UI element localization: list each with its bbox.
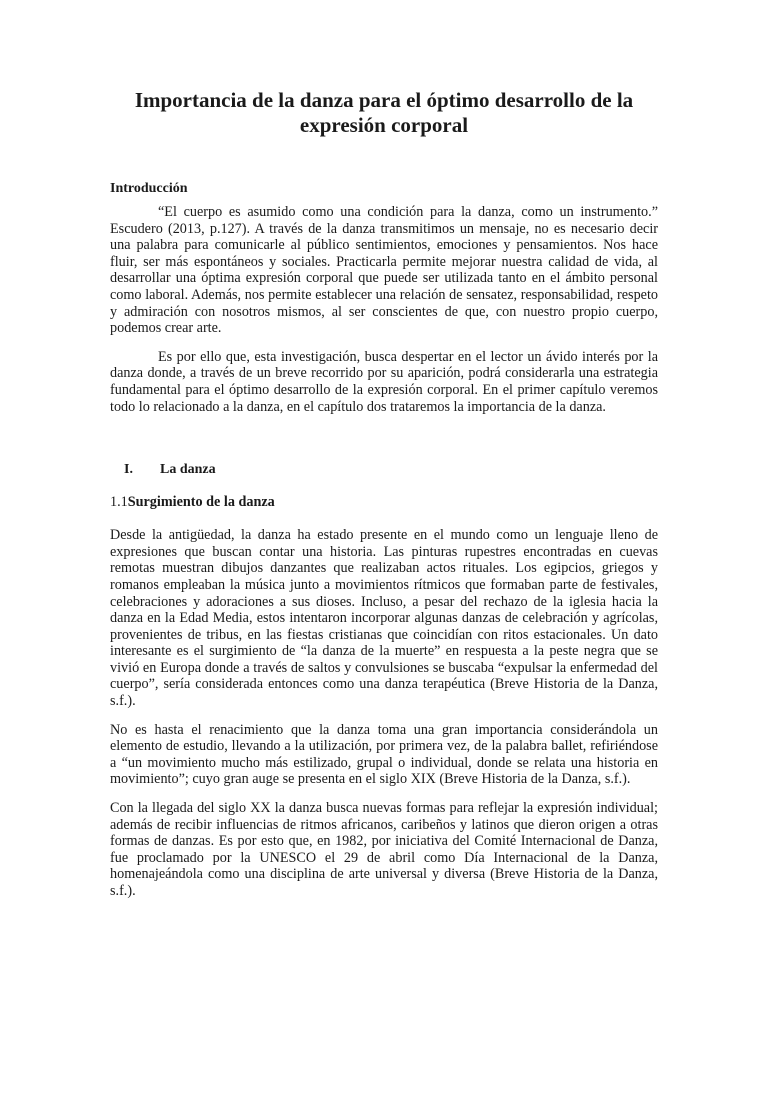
body-paragraph-1: Desde la antigüedad, la danza ha estado presente en el mundo como un lenguaje lleno de expresiones que buscan contar una historia. Las pinturas rupestres encontradas en cuevas remotas muestran dibujos danzantes que realizaban actos rituales. Los egipcios, griegos y romanos empleaban la música junto a movimientos rítmicos que formaban parte de festivales, celebraciones y adoraciones a sus dioses. Incluso, a pesar del rechazo de la iglesia hacia la danza en la Edad Media, estos intentaron incorporar algunas danzas de celebración y agrícolas, provenientes de tribus, en las fiestas cristianas que coincidían con ritos estacionales. Un dato interesante es el surgimiento de “la danza de la muerte” en respuesta a la peste negra que se vivió en Europa donde a través de saltos y convulsiones se buscaba “expulsar la enfermedad del cuerpo”, sería considerada entonces como una danza terapéutica (Breve Historia de la Danza, s.f.).: [110, 527, 658, 710]
chapter-number: I.: [124, 462, 133, 478]
intro-paragraph-2: Es por ello que, esta investigación, busca despertar en el lector un ávido interés por la danza donde, a través de un breve recorrido por su aparición, podrá considerarla una estrategia fundamental para el óptimo desarrollo de la expresión corporal. En el primer capítulo veremos todo lo relacionado a la danza, en el capítulo dos trataremos la importancia de la danza.: [110, 348, 658, 415]
body-paragraph-3: Con la llegada del siglo XX la danza busca nuevas formas para reflejar la expresión individual; además de recibir influencias de ritmos africanos, caribeños y latinos que dieron origen a otras formas de danzas. Es por esto que, en 1982, por iniciativa del Comité Internacional de Danza, fue proclamado por la UNESCO el 29 de abril como Día Internacional de la Danza, homenajeándola como una disciplina de arte universal y diversa (Breve Historia de la Danza, s.f.).: [110, 800, 658, 899]
body-paragraph-2: No es hasta el renacimiento que la danza toma una gran importancia considerándola un elemento de estudio, llevando a la utilización, por primera vez, de la palabra ballet, refiriéndose a “un movimiento mucho más estilizado, grupal o individual, donde se relata una historia en movimiento”; cuyo gran auge se presenta en el siglo XIX (Breve Historia de la Danza, s.f.).: [110, 721, 658, 788]
document-title: Importancia de la danza para el óptimo desarrollo de la expresión corporal: [134, 88, 634, 137]
subsection-number: 1.1: [110, 494, 128, 511]
document-page: [0, 88, 768, 1112]
chapter-heading: [110, 461, 658, 479]
subsection-title: Surgimiento de la danza: [127, 494, 275, 511]
chapter-title: La danza: [160, 462, 216, 478]
subsection-heading: [110, 493, 658, 511]
intro-paragraph-1: “El cuerpo es asumido como una condición para la danza, como un instrumento.” Escudero (2013, p.127). A través de la danza transmitimos un mensaje, no es necesario decir una palabra para comunicarle al público sentimientos, emociones y pensamientos. Nos hace fluir, ser más espontáneos y sociales. Practicarla permite mejorar nuestra calidad de vida, al desarrollar una óptima expresión corporal que puede ser utilizada tanto en el ámbito personal como laboral. Además, nos permite establecer una relación de sensatez, responsabilidad, respeto y admiración con nosotros mismos, al ser conscientes de que, con nuestro propio cuerpo, podemos crear arte.: [110, 204, 658, 337]
intro-heading: Introducción: [110, 181, 188, 196]
